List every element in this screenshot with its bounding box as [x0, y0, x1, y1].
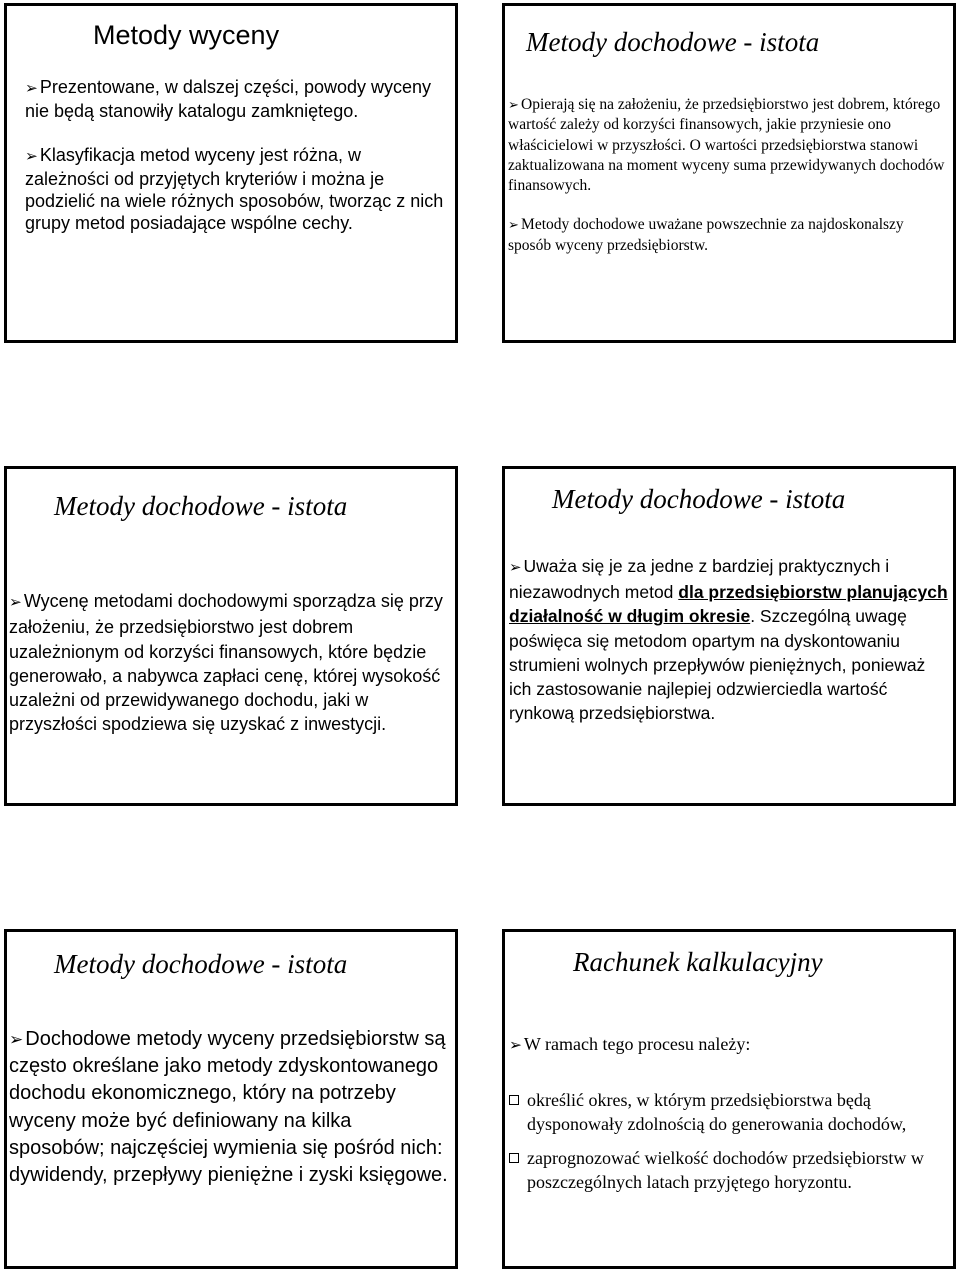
checkbox-bullet-icon [509, 1153, 519, 1163]
paragraph-text: Prezentowane, w dalszej części, powody wyceny nie będą stanowiły katalogu zamkniętego. [25, 77, 432, 121]
paragraph-text: Klasyfikacja metod wyceny jest różna, w zależności od przyjętych kryteriów i można je podzielić na wiele różnych sposobów, tworząc z nich grupy metod posiadające wspólne cechy. [25, 145, 444, 233]
bullet-paragraph [25, 144, 449, 234]
paragraph-text: Wycenę metodami dochodowymi sporządza się przy założeniu, że przedsiębiorstwo jest dobrem uzależnionym od korzyści finansowych, które będzie generowało, a nabywca zapłaci cenę, której wysokość uzależni od przewidywanego dochodu, jaki w przyszłości spodziewa się uzyskać z inwestycji. [9, 591, 443, 735]
slide-metody-dochodowe-istota-1 [502, 3, 956, 343]
bullet-paragraph [9, 1026, 449, 1189]
bullet-paragraph [9, 589, 447, 737]
slide-metody-dochodowe-istota-3 [502, 466, 956, 806]
paragraph-text: Metody dochodowe uważane powszechnie za najdoskonalszy sposób wyceny przedsiębiorstw. [508, 216, 904, 254]
slide-metody-wyceny [4, 3, 458, 343]
arrow-bullet-icon: ➢ [508, 97, 520, 112]
slide-body [509, 1032, 949, 1194]
paragraph-text: Dochodowe metody wyceny przedsiębiorstw są często określane jako metody zdyskontowanego dochodu ekonomicznego, który na potrzeby wyceny może być definiowany na kilka sposobów; najczęściej wymienia się pośród nich: dywidendy, przepływy pieniężne i zyski księgowe. [9, 1028, 448, 1187]
bullet-paragraph [508, 95, 950, 196]
bullet-paragraph [508, 215, 950, 256]
slide-metody-dochodowe-istota-4 [4, 929, 458, 1269]
paragraph-text: Opierają się na założeniu, że przedsiębiorstwo jest dobrem, którego wartość zależy od korzyści finansowych, jakie przyniesie ono właścicielowi w przyszłości. O wartości przedsiębiorstwa stanowi zaktualizowana na moment wyceny suma przewidywanych dochodów finansowych. [508, 96, 945, 195]
intro-paragraph [509, 1032, 949, 1058]
list-item-text: zaprognozować wielkość dochodów przedsiębiorstw w poszczególnych latach przyjętego horyzontu. [527, 1148, 924, 1192]
slide-title: Metody dochodowe - istota [552, 484, 846, 514]
slide-body [9, 589, 447, 737]
arrow-bullet-icon: ➢ [25, 148, 38, 165]
paragraph-text-end: . Szczególną uwagę poświęca się metodom opartym na dyskontowaniu strumieni wolnych przepływów pieniężnych, ponieważ ich zastosowanie najlepiej odzwierciedla wartość rynkową przedsiębiorstwa. [509, 606, 926, 724]
slide-title: Metody wyceny [93, 20, 280, 50]
arrow-bullet-icon: ➢ [509, 1037, 522, 1054]
emphasized-text: dla przedsiębiorstw planujących działalność w długim okresie [509, 582, 948, 627]
slide-rachunek-kalkulacyjny [502, 929, 956, 1269]
slide-body [9, 1026, 449, 1189]
slide-title: Metody dochodowe - istota [526, 27, 820, 57]
arrow-bullet-icon: ➢ [508, 217, 520, 233]
arrow-bullet-icon: ➢ [9, 1030, 24, 1049]
list-item [509, 1088, 949, 1136]
arrow-bullet-icon: ➢ [25, 80, 38, 97]
intro-text: W ramach tego procesu należy: [523, 1034, 751, 1054]
bullet-paragraph [25, 76, 449, 122]
slide-body [25, 76, 449, 234]
checkbox-bullet-icon [509, 1095, 519, 1105]
arrow-bullet-icon: ➢ [9, 594, 22, 611]
slide-metody-dochodowe-istota-2 [4, 466, 458, 806]
slide-title: Rachunek kalkulacyjny [573, 947, 823, 977]
slide-title: Metody dochodowe - istota [54, 949, 348, 979]
paragraph-text: Uważa się je za jedne z bardziej praktycznych i niezawodnych metod [509, 556, 890, 603]
slide-body [508, 95, 950, 256]
list-item [509, 1146, 949, 1194]
slide-body [509, 554, 949, 725]
list-item-text: określić okres, w którym przedsiębiorstwa będą dysponowały zdolnością do generowania dochodów, [527, 1090, 907, 1134]
bullet-paragraph [509, 554, 949, 725]
slide-title: Metody dochodowe - istota [54, 491, 348, 521]
arrow-bullet-icon: ➢ [509, 560, 522, 576]
